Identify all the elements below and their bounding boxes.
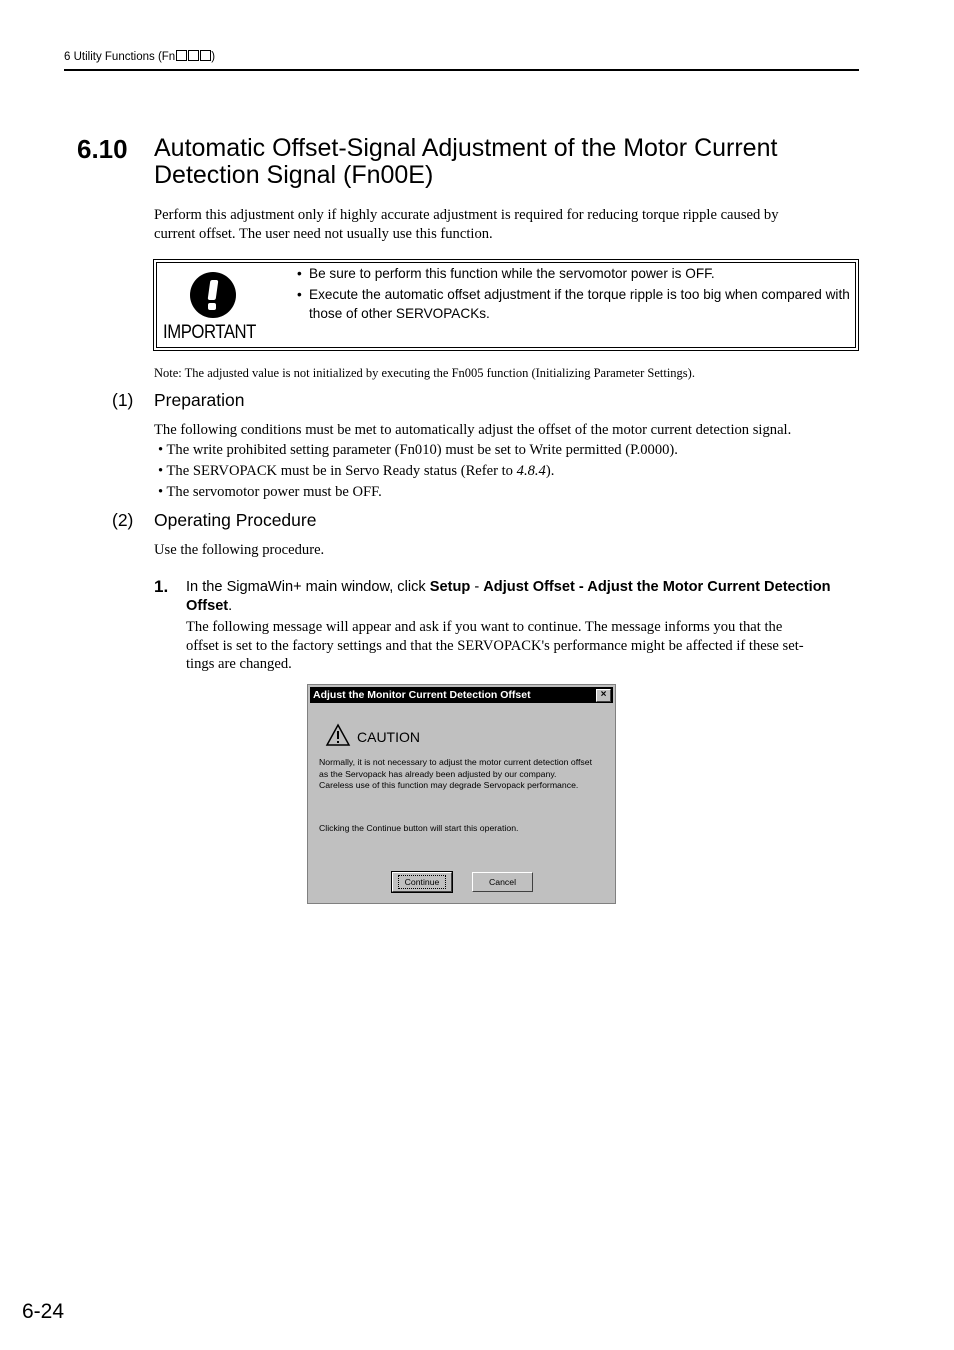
subsection-label: Operating Procedure bbox=[154, 510, 317, 530]
menu-setup: Setup bbox=[429, 579, 471, 595]
important-label: IMPORTANT bbox=[163, 322, 256, 343]
menu-adjust-offset: Adjust Offset - Adjust the Motor Current Detection Offset bbox=[186, 579, 831, 614]
page-number: 6-24 bbox=[22, 1300, 65, 1323]
cancel-button[interactable]: Cancel bbox=[472, 872, 533, 892]
step-body: The following message will appear and ask if you want to continue. The message informs you that the offset is set to the factory settings and that the SERVOPACK's performance might be affected if these set- tings are changed. bbox=[186, 619, 804, 672]
dialog-message: Normally, it is not necessary to adjust the motor current detection offset as the Servopack has already been adjusted by our company. Careless use of this function may degrade Servopack performance. bbox=[319, 757, 592, 791]
important-item: • Be sure to perform this function while the servomotor power is OFF. bbox=[297, 266, 715, 281]
section-number: 6.10 bbox=[77, 134, 128, 164]
intro-paragraph bbox=[154, 206, 779, 243]
note: Note: The adjusted value is not initialized by executing the Fn005 function (Initializing Parameter Settings). bbox=[154, 366, 695, 380]
intro-line1: Perform this adjustment only if highly accurate adjustment is required for reducing torque ripple caused by bbox=[154, 207, 779, 223]
placeholder-box-icon bbox=[200, 50, 211, 61]
adjust-offset-dialog bbox=[307, 684, 616, 904]
continue-button[interactable]: Continue bbox=[392, 872, 452, 892]
placeholder-box-icon bbox=[188, 50, 199, 61]
procedure-text: Use the following procedure. bbox=[154, 542, 325, 558]
preparation-bullet: • The servomotor power must be OFF. bbox=[158, 484, 382, 500]
placeholder-box-icon bbox=[176, 50, 187, 61]
section-title-line1: Automatic Offset-Signal Adjustment of the Motor Current bbox=[154, 134, 778, 162]
header-text: 6 Utility Functions (Fn bbox=[64, 51, 176, 63]
dialog-title: Adjust the Monitor Current Detection Offset bbox=[313, 689, 531, 701]
subsection-number: (1) bbox=[112, 390, 134, 410]
preparation-text: The following conditions must be met to automatically adjust the offset of the motor current detection signal. bbox=[154, 422, 792, 438]
preparation-bullet: • The SERVOPACK must be in Servo Ready status (Refer to 4.8.4). bbox=[158, 463, 555, 479]
important-item: • Execute the automatic offset adjustment if the torque ripple is too big when compared with those of other SERVOPACKs. bbox=[297, 287, 850, 321]
step-number: 1. bbox=[154, 577, 169, 596]
section-title bbox=[154, 135, 854, 189]
subsection-label: Preparation bbox=[154, 390, 245, 410]
preparation-bullet: • The write prohibited setting parameter (Fn010) must be set to Write permitted (P.0000). bbox=[158, 442, 678, 458]
exclamation-icon bbox=[190, 272, 236, 318]
dialog-titlebar bbox=[310, 687, 613, 703]
caution-label: CAUTION bbox=[357, 729, 420, 745]
header-suffix: ) bbox=[211, 51, 216, 63]
section-title-line2: Detection Signal (Fn00E) bbox=[154, 161, 434, 189]
warning-icon bbox=[325, 723, 351, 747]
subsection-number: (2) bbox=[112, 510, 134, 530]
running-header bbox=[64, 50, 215, 63]
intro-line2: current offset. The user need not usually use this function. bbox=[154, 225, 493, 242]
dialog-instruction: Clicking the Continue button will start this operation. bbox=[319, 823, 519, 833]
cross-reference: 4.8.4 bbox=[516, 463, 546, 479]
header-rule bbox=[64, 69, 859, 71]
close-button[interactable]: × bbox=[596, 689, 611, 702]
step-instruction: In the SigmaWin+ main window, click Setup - Adjust Offset - Adjust the Motor Current Detection Offset. bbox=[186, 579, 831, 614]
